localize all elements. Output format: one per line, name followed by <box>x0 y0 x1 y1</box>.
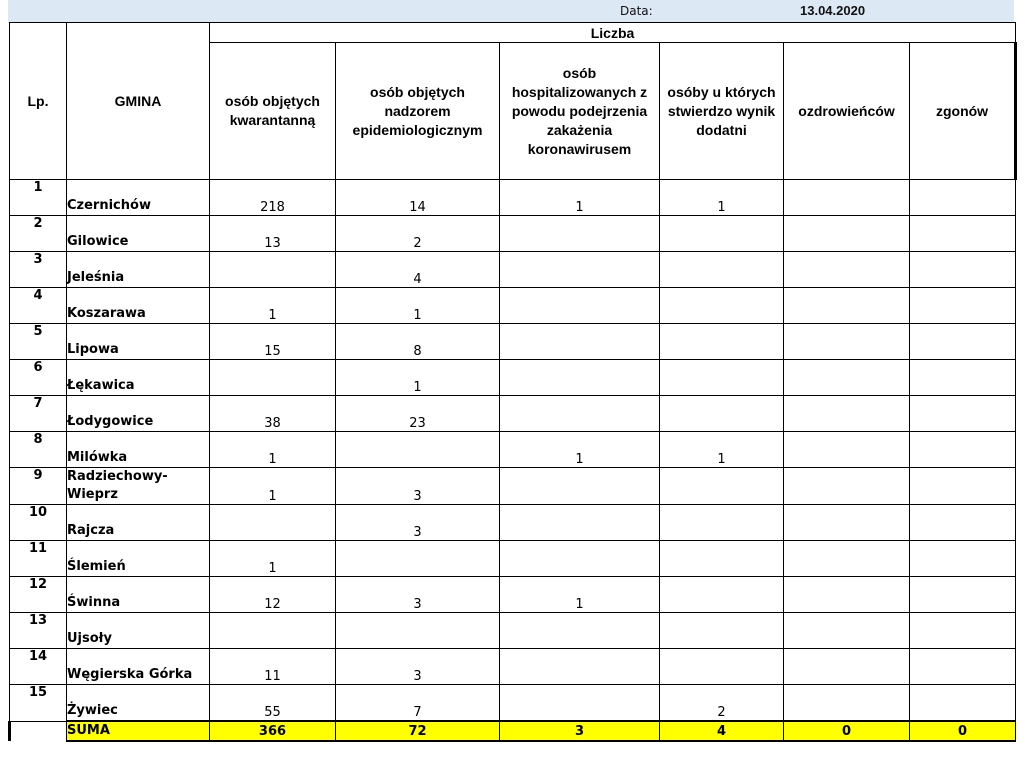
cell-dodatni <box>660 541 784 577</box>
cell-zgony <box>910 180 1016 216</box>
cell-dodatni <box>660 216 784 252</box>
table-row <box>10 505 1016 541</box>
summary-zgony: 0 <box>910 721 1016 741</box>
cell-ozdrowiency <box>784 396 910 432</box>
cell-kwarantanna: 11 <box>210 649 336 685</box>
cell-nadzor: 3 <box>336 649 500 685</box>
cell-dodatni: 1 <box>660 180 784 216</box>
row-gmina: Łękawica <box>67 360 210 396</box>
row-lp: 6 <box>10 360 67 396</box>
row-lp: 5 <box>10 324 67 360</box>
row-lp: 9 <box>10 468 67 505</box>
cell-dodatni <box>660 577 784 613</box>
cell-zgony <box>910 324 1016 360</box>
summary-kwarantanna: 366 <box>210 721 336 741</box>
row-gmina: Jeleśnia <box>67 252 210 288</box>
row-gmina: Świnna <box>67 577 210 613</box>
cell-kwarantanna: 1 <box>210 432 336 468</box>
cell-nadzor: 23 <box>336 396 500 432</box>
cell-ozdrowiency <box>784 252 910 288</box>
cell-hospitalizowani <box>500 216 660 252</box>
table-row <box>10 577 1016 613</box>
header-col-kwarantanna: osób objętych kwarantanną <box>210 43 336 180</box>
cell-zgony <box>910 505 1016 541</box>
cell-dodatni <box>660 360 784 396</box>
summary-dodatni: 4 <box>660 721 784 741</box>
cell-kwarantanna <box>210 613 336 649</box>
cell-hospitalizowani <box>500 468 660 505</box>
row-gmina: Radziechowy- Wieprz <box>67 468 210 505</box>
table-row <box>10 180 1016 216</box>
row-gmina: Milówka <box>67 432 210 468</box>
cell-dodatni <box>660 324 784 360</box>
table-row <box>10 288 1016 324</box>
cell-zgony <box>910 541 1016 577</box>
table-row <box>10 396 1016 432</box>
row-gmina: Ślemień <box>67 541 210 577</box>
row-lp: 13 <box>10 613 67 649</box>
row-gmina: Łodygowice <box>67 396 210 432</box>
cell-nadzor: 1 <box>336 288 500 324</box>
row-lp: 2 <box>10 216 67 252</box>
cell-ozdrowiency <box>784 324 910 360</box>
cell-hospitalizowani <box>500 288 660 324</box>
cell-nadzor: 8 <box>336 324 500 360</box>
cell-dodatni <box>660 649 784 685</box>
row-lp: 14 <box>10 649 67 685</box>
cell-ozdrowiency <box>784 541 910 577</box>
row-gmina: Koszarawa <box>67 288 210 324</box>
cell-dodatni <box>660 288 784 324</box>
row-lp: 1 <box>10 180 67 216</box>
cell-ozdrowiency <box>784 577 910 613</box>
cell-nadzor <box>336 432 500 468</box>
table-row <box>10 360 1016 396</box>
cell-nadzor: 3 <box>336 577 500 613</box>
header-col-nadzor: osób objętych nadzorem epidemiologicznym <box>336 43 500 180</box>
cell-ozdrowiency <box>784 505 910 541</box>
cell-kwarantanna: 1 <box>210 288 336 324</box>
table-row <box>10 541 1016 577</box>
table-row <box>10 324 1016 360</box>
row-gmina: Czernichów <box>67 180 210 216</box>
cell-kwarantanna: 12 <box>210 577 336 613</box>
summary-label: SUMA <box>67 721 210 741</box>
row-lp: 12 <box>10 577 67 613</box>
row-lp: 3 <box>10 252 67 288</box>
cell-hospitalizowani <box>500 541 660 577</box>
date-label: Data: <box>620 4 653 18</box>
cell-zgony <box>910 252 1016 288</box>
cell-kwarantanna <box>210 505 336 541</box>
cell-kwarantanna: 1 <box>210 468 336 505</box>
cell-ozdrowiency <box>784 432 910 468</box>
cell-nadzor: 14 <box>336 180 500 216</box>
row-lp: 4 <box>10 288 67 324</box>
table-row <box>10 649 1016 685</box>
cell-ozdrowiency <box>784 360 910 396</box>
cell-hospitalizowani <box>500 649 660 685</box>
cell-kwarantanna <box>210 252 336 288</box>
cell-dodatni: 2 <box>660 685 784 722</box>
cell-dodatni <box>660 396 784 432</box>
cell-kwarantanna: 13 <box>210 216 336 252</box>
cell-kwarantanna: 1 <box>210 541 336 577</box>
header-liczba: Liczba <box>210 23 1016 43</box>
table-row <box>10 252 1016 288</box>
cell-ozdrowiency <box>784 468 910 505</box>
table-row <box>10 685 1016 722</box>
cell-nadzor: 3 <box>336 468 500 505</box>
date-value: 13.04.2020 <box>800 3 866 18</box>
summary-ozdrowiency: 0 <box>784 721 910 741</box>
cell-dodatni: 1 <box>660 432 784 468</box>
cell-nadzor <box>336 613 500 649</box>
header-col-zgony: zgonów <box>910 43 1016 180</box>
cell-dodatni <box>660 613 784 649</box>
cell-hospitalizowani <box>500 324 660 360</box>
cell-ozdrowiency <box>784 180 910 216</box>
cell-zgony <box>910 649 1016 685</box>
cell-zgony <box>910 577 1016 613</box>
cell-ozdrowiency <box>784 288 910 324</box>
summary-nadzor: 72 <box>336 721 500 741</box>
cell-kwarantanna: 38 <box>210 396 336 432</box>
row-gmina: Żywiec <box>67 685 210 722</box>
row-gmina: Lipowa <box>67 324 210 360</box>
cell-nadzor <box>336 541 500 577</box>
summary-row <box>10 721 1016 741</box>
summary-hospitalizowani: 3 <box>500 721 660 741</box>
cell-hospitalizowani <box>500 613 660 649</box>
cell-hospitalizowani: 1 <box>500 432 660 468</box>
cell-ozdrowiency <box>784 216 910 252</box>
header-col-ozdrowiency: ozdrowieńców <box>784 43 910 180</box>
cell-nadzor: 2 <box>336 216 500 252</box>
cell-zgony <box>910 360 1016 396</box>
cell-zgony <box>910 216 1016 252</box>
cell-nadzor: 4 <box>336 252 500 288</box>
cell-ozdrowiency <box>784 613 910 649</box>
cell-hospitalizowani: 1 <box>500 180 660 216</box>
summary-blank <box>10 721 67 741</box>
cell-zgony <box>910 288 1016 324</box>
cell-ozdrowiency <box>784 685 910 722</box>
row-gmina: Rajcza <box>67 505 210 541</box>
cell-hospitalizowani <box>500 396 660 432</box>
cell-zgony <box>910 432 1016 468</box>
cell-zgony <box>910 396 1016 432</box>
cell-dodatni <box>660 252 784 288</box>
cell-nadzor: 1 <box>336 360 500 396</box>
cell-hospitalizowani <box>500 360 660 396</box>
row-lp: 10 <box>10 505 67 541</box>
cell-kwarantanna: 15 <box>210 324 336 360</box>
cell-ozdrowiency <box>784 649 910 685</box>
cell-nadzor: 7 <box>336 685 500 722</box>
date-bar <box>8 0 1014 23</box>
covid-stats-table <box>8 22 1017 742</box>
table-row <box>10 432 1016 468</box>
row-gmina: Ujsoły <box>67 613 210 649</box>
cell-kwarantanna: 55 <box>210 685 336 722</box>
cell-hospitalizowani <box>500 252 660 288</box>
row-lp: 7 <box>10 396 67 432</box>
cell-kwarantanna: 218 <box>210 180 336 216</box>
row-lp: 8 <box>10 432 67 468</box>
header-col-hospitalizowani: osób hospitalizowanych z powodu podejrzenia zakażenia koronawirusem <box>500 43 660 180</box>
cell-dodatni <box>660 468 784 505</box>
header-gmina: GMINA <box>67 23 210 180</box>
cell-kwarantanna <box>210 360 336 396</box>
cell-zgony <box>910 613 1016 649</box>
row-gmina: Węgierska Górka <box>67 649 210 685</box>
cell-zgony <box>910 685 1016 722</box>
row-lp: 11 <box>10 541 67 577</box>
cell-dodatni <box>660 505 784 541</box>
cell-hospitalizowani: 1 <box>500 577 660 613</box>
cell-hospitalizowani <box>500 685 660 722</box>
cell-nadzor: 3 <box>336 505 500 541</box>
table-row <box>10 613 1016 649</box>
cell-zgony <box>910 468 1016 505</box>
row-gmina: Gilowice <box>67 216 210 252</box>
table-row <box>10 468 1016 505</box>
header-lp: Lp. <box>10 23 67 180</box>
cell-hospitalizowani <box>500 505 660 541</box>
table-row <box>10 216 1016 252</box>
header-col-dodatni: osóby u których stwierdzo wynik dodatni <box>660 43 784 180</box>
row-lp: 15 <box>10 685 67 722</box>
